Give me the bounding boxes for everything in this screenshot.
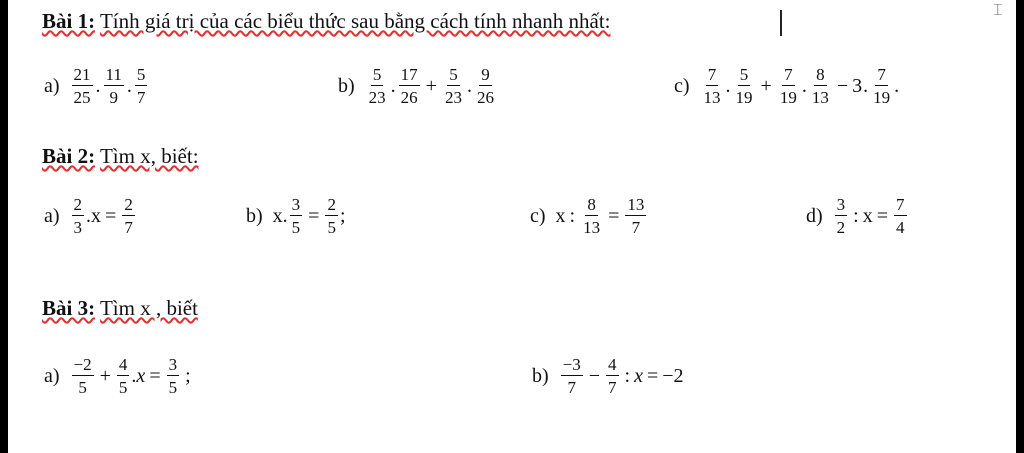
exercise-3-title: Tìm x , biết [99,296,198,320]
label: a) [44,74,60,97]
numerator: 3 [291,195,301,214]
fraction [581,196,602,236]
exercise-1-heading [42,9,611,34]
label: b) [338,74,355,97]
denominator: 7 [136,88,146,107]
label: b) [246,204,263,227]
math-symbol: . [725,74,731,97]
fraction [702,66,723,106]
denominator: 26 [400,88,418,107]
numerator: 3 [836,195,846,214]
numerator: 21 [73,65,91,84]
math-symbol: ; [185,364,191,387]
fraction [810,66,831,106]
math-symbol: = [308,204,320,227]
numerator: 7 [707,65,717,84]
fraction [72,66,93,106]
fraction [72,196,85,236]
numerator: 8 [816,65,825,84]
math-symbol: = [647,364,659,387]
math-symbol: −2 [662,364,684,387]
math-symbol: = [149,364,161,387]
text-caret [780,10,782,36]
numerator: 5 [739,65,749,84]
exercise-2d [806,196,909,236]
denominator: 13 [703,88,721,107]
denominator: 3 [73,218,83,237]
exercise-2c [530,196,648,236]
numerator: 9 [481,65,490,84]
label: a) [44,364,60,387]
fraction [625,196,646,236]
denominator: 4 [896,218,905,237]
denominator: 5 [327,218,336,237]
fraction [443,66,464,106]
denominator: 25 [73,88,91,107]
numerator: 8 [587,195,596,214]
fraction [734,66,755,106]
numerator: 5 [449,65,458,84]
math-symbol: . [863,74,869,97]
math-symbol: = [876,204,889,227]
denominator: 5 [78,378,87,397]
denominator: 26 [476,88,494,107]
denominator: 19 [779,88,797,107]
numerator: 5 [372,65,382,84]
exercise-1b [338,66,498,106]
numerator: 2 [73,195,83,214]
numerator: 3 [168,355,178,374]
fraction [367,66,388,106]
right-edge [1016,0,1024,453]
math-symbol: − [836,74,849,97]
denominator: 7 [567,378,576,397]
exercise-2-heading [42,144,199,169]
fraction [122,196,135,236]
text-cursor-icon: ⌶ [993,0,1003,19]
math-symbol: = [608,204,620,227]
math-symbol: − [588,364,601,387]
math-symbol: . [282,204,288,227]
exercise-1a [44,66,149,106]
fraction [290,196,303,236]
denominator: 23 [368,88,386,107]
denominator: 23 [444,88,462,107]
denominator: 7 [631,218,641,237]
math-symbol: . [390,74,396,97]
denominator: 7 [608,378,617,397]
math-symbol: . [86,204,92,227]
denominator: 2 [836,218,846,237]
math-symbol: 3 [852,74,863,97]
fraction [778,66,799,106]
denominator: 19 [873,88,891,107]
fraction [72,356,94,396]
fraction [325,196,338,236]
fraction [135,66,148,106]
denominator: 5 [168,378,178,397]
numerator: 5 [136,65,146,84]
math-symbol: . [126,74,132,97]
math-symbol: . [894,74,900,97]
exercise-3b [532,356,684,396]
fraction [561,356,583,396]
numerator: 2 [124,195,133,214]
math-symbol: + [99,364,111,387]
numerator: 4 [118,355,128,374]
denominator: 19 [735,88,753,107]
math-symbol: + [425,74,437,97]
fraction [399,66,420,106]
numerator: 7 [784,65,793,84]
fraction [871,66,892,106]
fraction [475,66,496,106]
fraction [117,356,130,396]
numerator: 2 [327,195,336,214]
exercise-1c [674,66,899,106]
math-symbol: . [131,364,137,387]
math-symbol: x [272,204,283,227]
label: c) [530,204,546,227]
denominator: 13 [811,88,829,107]
numerator: 4 [608,355,617,374]
fraction [167,356,180,396]
math-symbol: . [95,74,101,97]
math-symbol: . [801,74,807,97]
denominator: 5 [118,378,128,397]
math-symbol: = [105,204,117,227]
math-symbol: : [624,364,631,387]
exercise-3-number: Bài 3: [42,296,96,320]
exercise-2a [44,196,137,236]
denominator: 13 [583,218,601,237]
numerator: 7 [896,195,905,214]
exercise-2-title: Tìm x, biết: [99,144,199,168]
exercise-1-title: Tính giá trị của các biểu thức sau bằng cách tính nhanh nhất: [99,9,611,33]
denominator: 7 [124,218,133,237]
math-symbol: . [466,74,472,97]
fraction [894,196,907,236]
math-symbol: x [91,204,102,227]
exercise-2b [246,196,346,236]
math-symbol: + [760,74,772,97]
numerator: 13 [627,195,645,214]
numerator: 17 [400,65,418,84]
label: d) [806,204,823,227]
math-symbol: x [634,364,643,387]
fraction [104,66,124,106]
exercise-2-number: Bài 2: [42,144,96,168]
label: c) [674,74,690,97]
math-symbol: x [862,204,873,227]
fraction [835,196,848,236]
exercise-3a [44,356,195,396]
math-symbol: x [136,364,146,387]
exercise-1-number: Bài 1: [42,9,96,33]
numerator: 11 [105,65,122,84]
math-symbol: : [853,204,859,227]
label: a) [44,204,60,227]
numerator: −3 [562,355,581,374]
denominator: 5 [291,218,301,237]
exercise-3-heading [42,296,198,321]
math-symbol: ; [339,204,346,227]
math-symbol: : [569,204,576,227]
denominator: 9 [109,88,118,107]
numerator: −2 [73,355,92,374]
math-symbol: x [555,204,566,227]
numerator: 7 [877,65,886,84]
label: b) [532,364,549,387]
left-edge [0,0,8,453]
fraction [606,356,619,396]
